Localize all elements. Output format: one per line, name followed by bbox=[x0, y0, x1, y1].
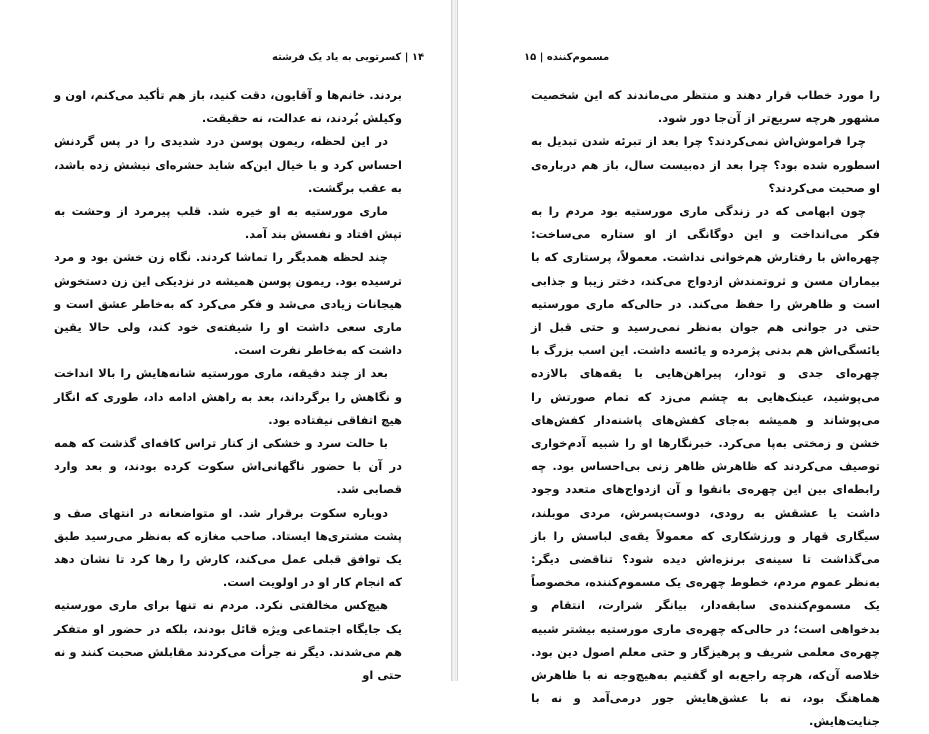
paragraph: چون ابهامی که در زندگی ماری مورستیه بود مردم را به فکر می‌انداخت و این دوگانگی از او ستاره می‌ساخت: چهره‌اش با رفتارش هم‌خوانی نداشت. معمولاً، پرستاری که با بیماران مسن و ثروتمندش ازدواج می‌کند، دختر زیبا و جذابی است و ظاهرش را حفظ می‌کند. در حالی‌که ماری مورستیه حتی در جوانی هم جوان به‌نظر نمی‌رسید و حتی قبل از یائسگی‌اش هم بدنی پژمرده و یائسه داشت. این اسب بزرگ با چهره‌ای جدی و تودار، پیراهن‌هایی با یقه‌های بالازده می‌پوشید، عینک‌هایی به چشم می‌زد که تمام صورتش را می‌پوشاند و همیشه به‌جای کفش‌های پاشنه‌دار کفش‌های خشن و زمختی به‌پا می‌کرد. خبرنگارها او را شبیه آدم‌خواری توصیف می‌کردند که ظاهرش ظاهر زنی بی‌احساس بود. چه رابطه‌ای بین این چهره‌ی بانقوا و آن ازدواج‌های متعدد وجود داشت یا عشقش به رودی، دوست‌پسرش، مردی مو‌بلند، سیگاری قهار و ورزشکاری که معمولاً یقه‌ی لباسش را باز می‌گذاشت تا سینه‌ی برنزه‌اش دیده شود؟ تناقضی دیگر: به‌نظر عموم مردم، خطوط چهره‌ی یک مسموم‌کننده، مخصوصاً یک مسموم‌کننده‌ی سابقه‌دار، بیانگر شرارت، انتقام و بدخواهی است؛ در حالی‌که چهره‌ی ماری مورستیه بیشتر شبیه چهره‌ی معلمی شریف و پرهیزگار و حتی معلم اصول دین بود. خلاصه آن‌که، هرچه راجع‌به او گفتیم به‌هیچ‌وجه نه با ظاهرش هماهنگ بود، نه با عشق‌هایش جور درمی‌آمد و نه با جنایت‌هایش. bbox=[531, 204, 880, 729]
paragraph: دوباره سکوت برقرار شد. او متواضعانه در انتهای صف و پشت مشتری‌ها ایستاد. صاحب مغازه که به‌نظر می‌رسید طبق یک توافق قبلی عمل می‌کند، کارش را رها کرد تا نشان دهد که انجام کار او در اولویت است. bbox=[54, 505, 402, 590]
left-page-text bbox=[54, 84, 402, 687]
paragraph: در این لحظه، ریمون پوسن درد شدیدی را در پس گردنش احساس کرد و با خیال این‌که شاید حشره‌ای نیشش زده باشد، به عقب برگشت. bbox=[54, 134, 402, 195]
paragraph: ماری مورستیه به او خیره شد. قلب پیرمرد از وحشت به تپش افتاد و نفسش بند آمد. bbox=[54, 204, 402, 242]
left-running-head: ۱۴ | کسرتویی به یاد یک فرشته bbox=[272, 52, 425, 63]
right-running-head: مسموم‌کننده | ۱۵ bbox=[524, 52, 610, 63]
paragraph: بردند. خانم‌ها و آقایون، دقت کنید، باز هم تأکید می‌کنم، اون و وکیلش بُردند، نه عدالت، نه حقیقت. bbox=[54, 88, 402, 126]
page-gutter bbox=[452, 0, 456, 681]
paragraph: چرا فراموش‌اش نمی‌کردند؟ چرا بعد از تبرئه شدن تبدیل به اسطوره شده بود؟ چرا بعد از ده‌بیست سال، باز هم درباره‌ی او صحبت می‌کردند؟ bbox=[531, 134, 880, 195]
right-page bbox=[457, 0, 929, 729]
paragraph: چند لحظه همدیگر را تماشا کردند. نگاه زن خشن بود و مرد ترسیده بود. ریمون پوسن همیشه در نزدیکی این زن دستخوش هیجانات زیادی می‌شد و فکر می‌کرد که به‌خاطر عشق است و ماری سعی داشت او را شیفته‌ی خود کند، ولی حالا یقین داشت که به‌خاطر نفرت است. bbox=[54, 250, 402, 358]
paragraph: هیچ‌کس مخالفتی نکرد. مردم نه تنها برای ماری مورستیه یک جایگاه اجتماعی ویژه قائل بودند، بلکه در حضور او متفکر هم می‌شدند. دیگر نه جرأت می‌کردند مقابلش صحبت کنند و نه حتی او bbox=[54, 598, 402, 683]
paragraph: با حالت سرد و خشکی از کنار تراس کافه‌ای گذشت که همه در آن با حضور ناگهانی‌اش سکوت کرده بودند، و بعد وارد قصابی شد. bbox=[54, 436, 402, 497]
left-page bbox=[0, 0, 452, 681]
paragraph: را مورد خطاب قرار دهند و منتظر می‌ماندند که این شخصیت مشهور هرچه سریع‌تر از آن‌جا دور شود. bbox=[531, 88, 880, 126]
right-page-text bbox=[531, 84, 880, 734]
paragraph: بعد از چند دقیقه، ماری مورستیه شانه‌هایش را بالا انداخت و نگاهش را برگرداند، بعد به راهش ادامه داد، طوری که انگار هیچ اتفاقی نیفتاده بود. bbox=[54, 366, 402, 427]
